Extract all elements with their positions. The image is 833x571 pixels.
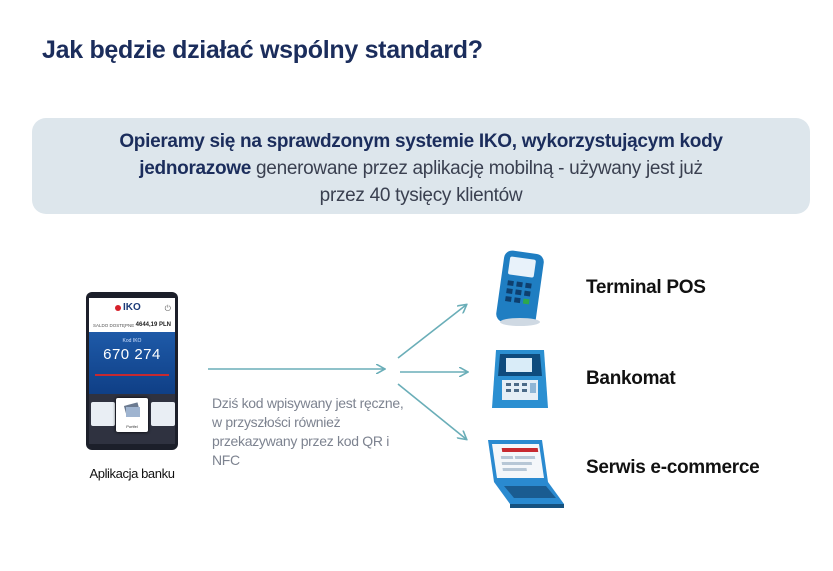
code-value: 670 274 <box>103 346 161 363</box>
label-serwis-ecommerce: Serwis e-commerce <box>586 457 760 478</box>
phone-caption: Aplikacja banku <box>89 466 175 481</box>
banner-line-2: generowane przez aplikację mobilną - używany jest już <box>251 158 703 179</box>
arrow-to-pos <box>398 305 466 358</box>
laptop-icon <box>482 436 568 517</box>
power-icon: ⏻ <box>164 304 171 313</box>
page-title: Jak będzie działać wspólny standard? <box>42 36 483 64</box>
label-bankomat: Bankomat <box>586 368 676 389</box>
description-text: Dziś kod wpisywany jest ręczne, w przyszłości również przekazywany przez kod QR i NFC <box>212 395 404 468</box>
label-terminal-pos: Terminal POS <box>586 277 706 298</box>
balance-label: SALDO DOSTĘPNE <box>93 323 135 328</box>
banner-line-2-bold: jednorazowe <box>139 158 252 179</box>
atm-icon <box>488 346 552 417</box>
banner-line-3: przez 40 tysięcy klientów <box>319 185 523 206</box>
pos-terminal-icon <box>494 250 546 333</box>
wallet-caption: Portfel <box>126 424 138 429</box>
banner-line-1: Opieramy się na sprawdzonym systemie IKO, wykorzystującym kody <box>119 131 723 152</box>
code-label: Kod IKO <box>122 338 142 344</box>
balance-value: 4644,19 PLN <box>135 322 171 328</box>
iko-logo: IKO <box>123 302 141 313</box>
